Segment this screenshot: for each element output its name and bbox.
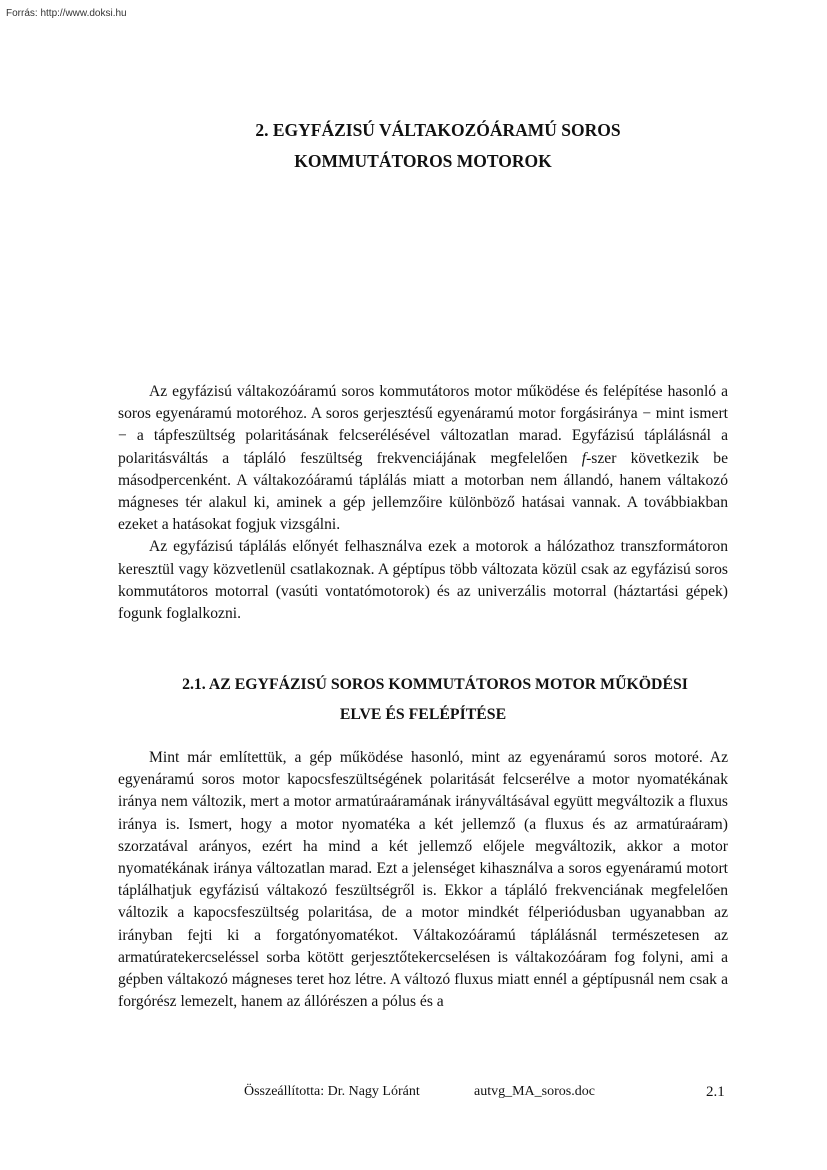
section-title-line1: 2.1. AZ EGYFÁZISÚ SOROS KOMMUTÁTOROS MOTOR MŰKÖDÉSI [182,676,688,693]
section-title [118,670,752,730]
section-text [118,747,728,1013]
source-note: Forrás: http://www.doksi.hu [6,8,127,19]
intro-text [118,381,728,625]
intro-paragraph-1 [118,381,728,536]
intro-paragraph-2: Az egyfázisú táplálás előnyét felhasználva ezek a motorok a hálózathoz transzformátoron keresztül vagy közvetlenül csatlakoznak. A géptípus több változata közül csak az egyfázisú soros kommutátoros motorral (vasúti vontatómotorok) és az univerzális motorral (háztartási gépek) fogunk foglalkozni. [118,538,728,623]
footer-filename: autvg_MA_soros.doc [474,1084,595,1099]
intro-p1-text-a: Az egyfázisú váltakozóáramú soros kommutátoros motor működése és felépítése hasonló a soros egyenáramú motoréhoz. A soros gerjesztésű egyenáramú motor forgásiránya − mint ismert − a tápfeszültség polaritásának felcserélésével változatlan marad. Egyfázisú táplálásnál a polaritásváltás a tápláló feszültség frekvenciájának megfelelően [118,383,728,467]
section-paragraph-1: Mint már említettük, a gép működése hasonló, mint az egyenáramú soros motoré. Az egyenáramú soros motor kapocsfeszültségének polaritását felcserélve a motor nyomatékának iránya nem változik, mert a motor armatúraáramának irányváltásával együtt megváltozik a fluxus iránya is. Ismert, hogy a motor nyomatéka a két jellemző (a fluxus és az armatúraáram) szorzatával arányos, ezért ha mind a két jellemző előjele megváltozik, akkor a motor nyomatékának iránya változatlan marad. Ezt a jelenséget kihasználva a soros egyenáramú motort táplálhatjuk egyfázisú váltakozó feszültségről is. Ekkor a tápláló frekvenciának megfelelően változik a kapocsfeszültség polaritása, de a motor mindkét félperiódusban ugyanabban az irányban fejti ki a forgatónyomatékot. Váltakozóáramú táplálásnál természetesen az armatúratekercseléssel sorba kötött gerjesztőtekercselésen is váltakozóáram fog folyni, ami a gépben váltakozó mágneses teret hoz létre. A változó fluxus miatt ennél a géptípusnál nem csak a forgórész lemezelt, hanem az állórészen a pólus és a [118,749,728,1011]
frequency-symbol: f [581,449,587,467]
footer-author: Összeállította: Dr. Nagy Lóránt [244,1084,420,1099]
section-title-line2: ELVE ÉS FELÉPÍTÉSE [339,706,507,723]
chapter-title [118,115,728,177]
chapter-title-line1: 2. EGYFÁZISÚ VÁLTAKOZÓÁRAMÚ SOROS [255,120,621,140]
page-number: 2.1 [706,1084,725,1100]
intro-p1-text-b: -szer következik be másodpercenként. A váltakozóáramú táplálás miatt a motorban nem állandó, hanem váltakozó mágneses tér alakul ki, aminek a gép jellemzőire különböző hatásai vannak. A továbbiakban ezeket a hatásokat fogjuk vizsgálni. [118,449,728,534]
chapter-title-line2: KOMMUTÁTOROS MOTOROK [294,151,552,171]
